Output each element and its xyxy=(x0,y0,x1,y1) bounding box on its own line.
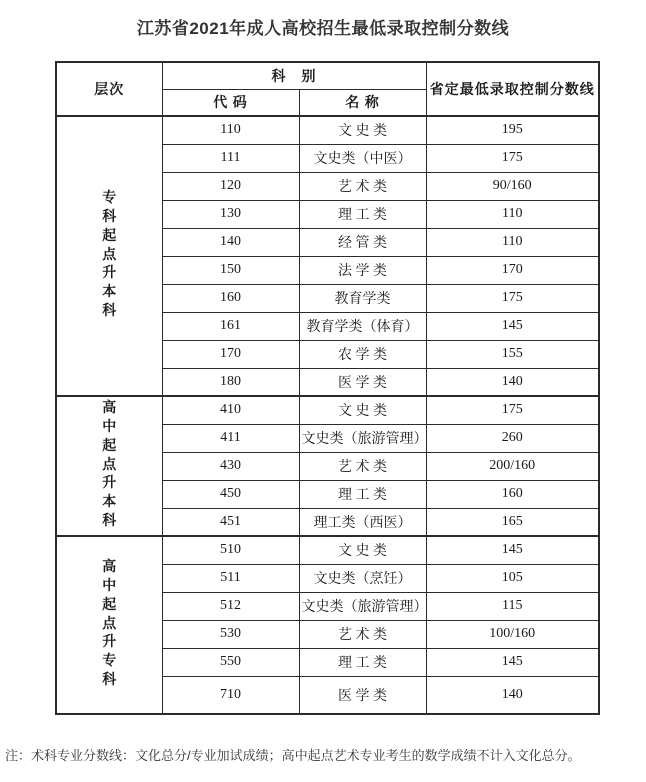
score-cell: 145 xyxy=(426,648,599,676)
score-cell: 155 xyxy=(426,340,599,368)
header-level: 层次 xyxy=(56,62,162,116)
code-cell: 550 xyxy=(162,648,299,676)
header-score: 省定最低录取控制分数线 xyxy=(426,62,599,116)
code-cell: 161 xyxy=(162,312,299,340)
score-cell: 110 xyxy=(426,228,599,256)
score-cell: 140 xyxy=(426,676,599,714)
name-cell: 理 工 类 xyxy=(299,200,426,228)
table-row xyxy=(56,116,599,144)
code-cell: 140 xyxy=(162,228,299,256)
score-cell: 175 xyxy=(426,284,599,312)
name-cell: 文 史 类 xyxy=(299,536,426,564)
score-cell: 195 xyxy=(426,116,599,144)
code-cell: 160 xyxy=(162,284,299,312)
score-cell: 100/160 xyxy=(426,620,599,648)
score-cell: 170 xyxy=(426,256,599,284)
name-cell: 艺 术 类 xyxy=(299,620,426,648)
code-cell: 710 xyxy=(162,676,299,714)
name-cell: 医 学 类 xyxy=(299,676,426,714)
name-cell: 艺 术 类 xyxy=(299,452,426,480)
code-cell: 511 xyxy=(162,564,299,592)
name-cell: 医 学 类 xyxy=(299,368,426,396)
score-cell: 145 xyxy=(426,536,599,564)
level-label-section-3: 高中起点升专科 xyxy=(102,559,117,689)
name-cell: 教育学类（体育） xyxy=(299,312,426,340)
name-cell: 理 工 类 xyxy=(299,480,426,508)
score-cell: 165 xyxy=(426,508,599,536)
code-cell: 411 xyxy=(162,424,299,452)
level-label-section-2: 高中起点升本科 xyxy=(102,400,117,530)
score-cell: 105 xyxy=(426,564,599,592)
level-cell-section-1 xyxy=(56,116,162,396)
code-cell: 180 xyxy=(162,368,299,396)
name-cell: 理工类（西医） xyxy=(299,508,426,536)
code-cell: 130 xyxy=(162,200,299,228)
name-cell: 文史类（中医） xyxy=(299,144,426,172)
score-cell: 160 xyxy=(426,480,599,508)
code-cell: 110 xyxy=(162,116,299,144)
name-cell: 文史类（旅游管理） xyxy=(299,424,426,452)
score-cell: 145 xyxy=(426,312,599,340)
level-cell-section-3 xyxy=(56,536,162,714)
level-cell-section-2 xyxy=(56,396,162,536)
header-row-top xyxy=(56,62,599,89)
table-row xyxy=(56,396,599,424)
code-cell: 430 xyxy=(162,452,299,480)
score-cell: 140 xyxy=(426,368,599,396)
name-cell: 法 学 类 xyxy=(299,256,426,284)
score-cell: 110 xyxy=(426,200,599,228)
name-cell: 文 史 类 xyxy=(299,396,426,424)
score-cell: 115 xyxy=(426,592,599,620)
code-cell: 170 xyxy=(162,340,299,368)
score-cell: 260 xyxy=(426,424,599,452)
name-cell: 艺 术 类 xyxy=(299,172,426,200)
score-cell: 175 xyxy=(426,144,599,172)
code-cell: 450 xyxy=(162,480,299,508)
header-code: 代 码 xyxy=(162,89,299,116)
name-cell: 文 史 类 xyxy=(299,116,426,144)
header-subject: 科 别 xyxy=(162,62,426,89)
code-cell: 530 xyxy=(162,620,299,648)
code-cell: 120 xyxy=(162,172,299,200)
footnote: 注：术科专业分数线：文化总分/专业加试成绩；高中起点艺术专业考生的数学成绩不计入文化总分。 xyxy=(5,748,581,763)
header-name: 名 称 xyxy=(299,89,426,116)
name-cell: 理 工 类 xyxy=(299,648,426,676)
score-cell: 90/160 xyxy=(426,172,599,200)
table-row xyxy=(56,536,599,564)
code-cell: 451 xyxy=(162,508,299,536)
name-cell: 文史类（烹饪） xyxy=(299,564,426,592)
code-cell: 512 xyxy=(162,592,299,620)
code-cell: 150 xyxy=(162,256,299,284)
level-label-section-1: 专科起点升本科 xyxy=(102,190,117,320)
score-cell: 200/160 xyxy=(426,452,599,480)
page-title: 江苏省2021年成人高校招生最低录取控制分数线 xyxy=(136,19,510,38)
code-cell: 111 xyxy=(162,144,299,172)
name-cell: 经 管 类 xyxy=(299,228,426,256)
code-cell: 510 xyxy=(162,536,299,564)
name-cell: 教育学类 xyxy=(299,284,426,312)
score-cell: 175 xyxy=(426,396,599,424)
score-table xyxy=(55,61,600,715)
name-cell: 文史类（旅游管理） xyxy=(299,592,426,620)
name-cell: 农 学 类 xyxy=(299,340,426,368)
code-cell: 410 xyxy=(162,396,299,424)
